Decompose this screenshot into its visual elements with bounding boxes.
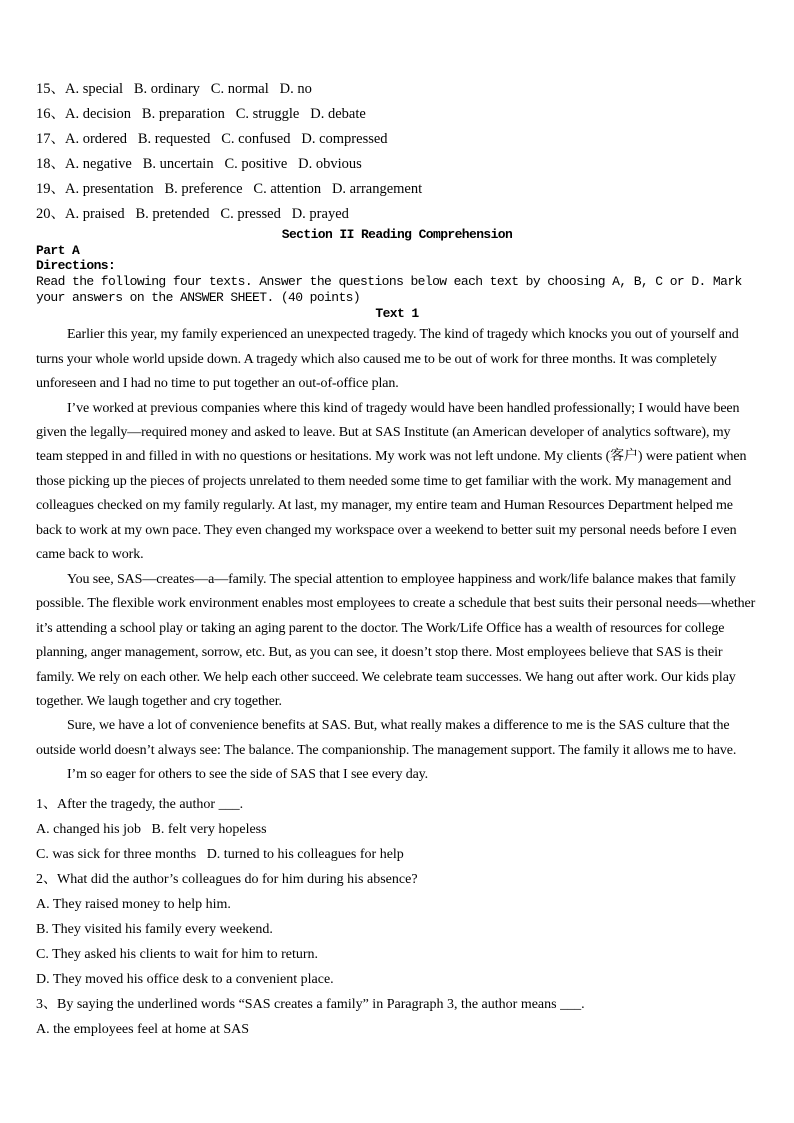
cloze-options-list [36,77,758,227]
passage-paragraph-2: I’ve worked at previous companies where this kind of tragedy would have been handled professionally; I would have been given the legally—required money and asked to leave. But at SAS Institute (an American developer of analytics software), my team stepped in and filled in with no questions or hesitations. My work was not left undone. My clients (客户) were patient when those picking up the pieces of projects unrelated to them needed some time to get familiar with the work. My management and colleagues checked on my family regularly. At last, my manager, my entire team and Human Resources Department helped me back to work at my own pace. They even changed my workspace over a weekend to better suit my personal needs before I even came back to work. [36,400,747,563]
cloze-option-line-16: 16、A. decision B. preparation C. struggle D. debate [36,106,366,122]
passage-paragraph-5: I’m so eager for others to see the side of SAS that I see every day. [67,767,429,783]
question-2-option-a: A. They raised money to help him. [36,896,231,912]
passage-paragraph-1: Earlier this year, my family experienced an unexpected tragedy. The kind of tragedy which knocks you out of yourself and turns your whole world upside down. A tragedy which also caused me to be out of work for three months. It was completely unforeseen and I had no time to put together an out-of-office plan. [36,327,739,392]
cloze-option-line-17: 17、A. ordered B. requested C. confused D. compressed [36,131,388,147]
text-heading: Text 1 [375,305,419,321]
question-2-option-d: D. They moved his office desk to a convenient place. [36,971,334,987]
cloze-option-line-20: 20、A. praised B. pretended C. pressed D. prayed [36,206,349,222]
cloze-option-line-18: 18、A. negative B. uncertain C. positive D. obvious [36,156,362,172]
reading-passage [36,323,758,788]
section-heading: Section II Reading Comprehension [281,227,513,242]
question-1-options-cd: C. was sick for three months D. turned to his colleagues for help [36,846,404,862]
section-header-block [36,227,758,321]
question-2-option-c: C. They asked his clients to wait for him to return. [36,946,319,962]
question-1-stem: 1、After the tragedy, the author ___. [36,796,244,812]
directions-text: Read the following four texts. Answer the questions below each text by choosing A, B, C or D. Mark your answers on the ANSWER SHEET. (40 points) [36,274,742,305]
question-1-options-ab: A. changed his job B. felt very hopeless [36,821,267,837]
question-3-option-a: A. the employees feel at home at SAS [36,1021,250,1037]
part-label: Part A [36,242,80,258]
directions-label: Directions: [36,258,116,274]
passage-paragraph-3: You see, SAS—creates—a—family. The special attention to employee happiness and work/life balance makes that family possible. The flexible work environment enables most employees to create a schedule that best suits their personal needs—whether it’s attending a school play or taking an aging parent to the doctor. The Work/Life Office has a wealth of resources for college planning, anger management, sorrow, etc. But, as you can see, it doesn’t stop there. Most employees believe that SAS is their family. We rely on each other. We help each other succeed. We celebrate team successes. We hang out after work. Our kids play together. We laugh together and cry together. [36,571,756,710]
question-2-option-b: B. They visited his family every weekend. [36,921,273,937]
question-3-stem: 3、By saying the underlined words “SAS creates a family” in Paragraph 3, the author means ___. [36,996,585,1012]
cloze-option-line-15: 15、A. special B. ordinary C. normal D. no [36,81,312,97]
comprehension-questions [36,792,758,1042]
passage-paragraph-4: Sure, we have a lot of convenience benefits at SAS. But, what really makes a difference to me is the SAS culture that the outside world doesn’t always see: The balance. The companionship. The management support. The family it allows me to have. [36,718,737,758]
question-2-stem: 2、What did the author’s colleagues do for him during his absence? [36,871,418,887]
cloze-option-line-19: 19、A. presentation B. preference C. attention D. arrangement [36,181,423,197]
